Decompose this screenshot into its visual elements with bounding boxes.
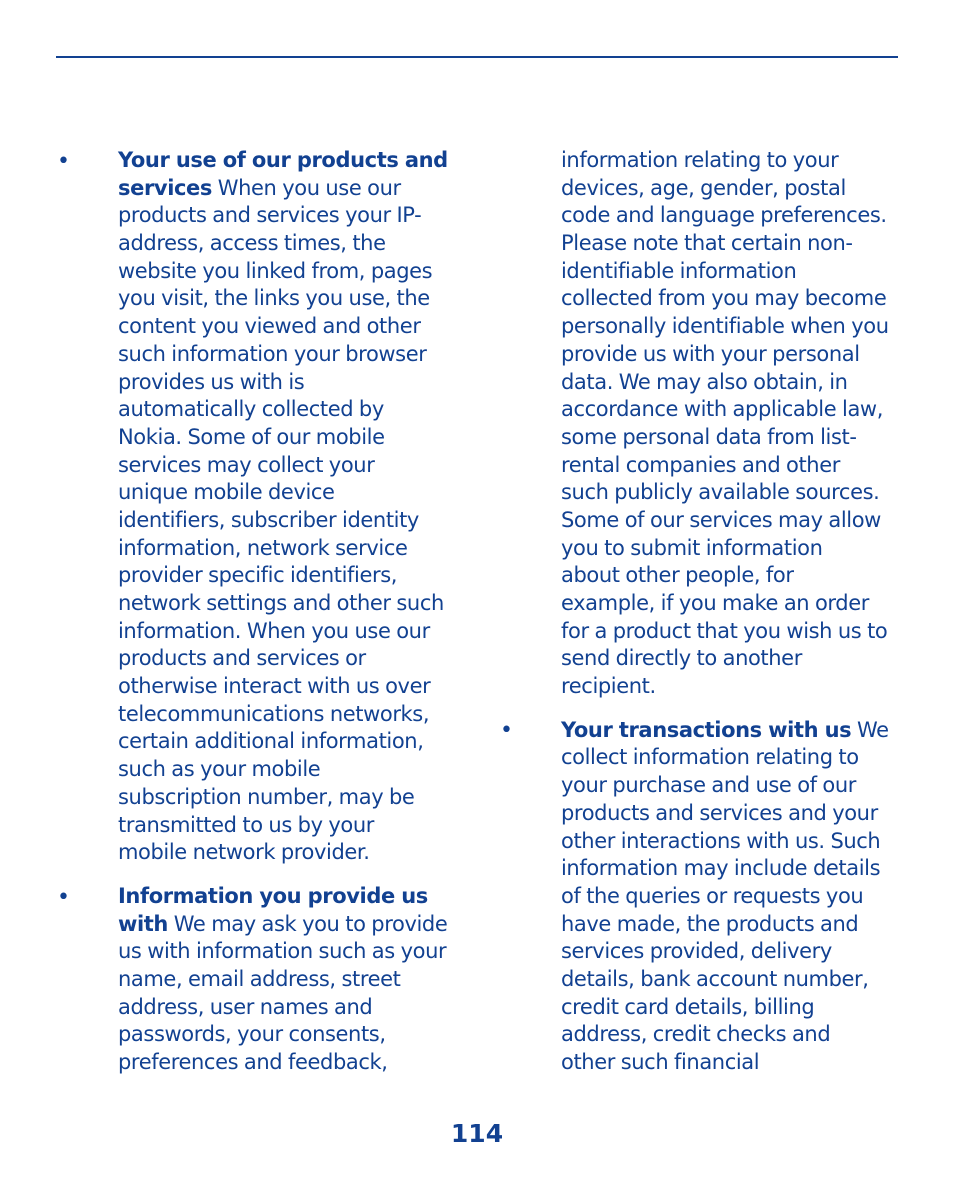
body-text: products and services or [118,646,366,671]
body-text: provide us with your personal [561,341,860,366]
text-line [118,645,463,673]
body-text: telecommunications networks, [118,701,430,726]
bullet-transactions: • [500,718,513,743]
paragraph-spacer [118,867,463,883]
body-text: identifiable information [561,258,797,283]
text-line [561,744,906,772]
text-line [118,728,463,756]
body-text: details, bank account number, [561,966,869,991]
text-line [118,756,463,784]
body-text: website you linked from, pages [118,258,433,283]
text-line [118,313,463,341]
bold-heading-text: Information you provide us [118,883,428,908]
body-text: information relating to your [561,148,839,172]
text-line [561,285,906,313]
text-line [561,855,906,883]
body-text: data. We may also obtain, in [561,369,848,394]
body-text: have made, the products and [561,911,859,936]
body-text: us with information such as your [118,939,447,964]
body-text: name, email address, street [118,966,401,991]
text-line [118,701,463,729]
body-text: content you viewed and other [118,314,421,339]
text-line [561,258,906,286]
body-text: you visit, the links you use, the [118,286,430,311]
text-line [561,369,906,397]
body-text: some personal data from list- [561,424,857,449]
body-text: rental companies and other [561,452,840,477]
text-line [118,285,463,313]
body-text: for a product that you wish us to [561,618,888,643]
body-text: recipient. [561,674,656,699]
body-text: credit card details, billing [561,994,815,1019]
text-line [118,673,463,701]
text-line [561,341,906,369]
text-line [118,507,463,535]
body-text: identifiers, subscriber identity [118,507,419,532]
body-text: automatically collected by [118,397,384,422]
text-line [118,369,463,397]
body-text: collect information relating to [561,745,859,770]
body-text: such as your mobile [118,757,321,782]
text-line [118,812,463,840]
text-line [118,230,463,258]
text-line [561,313,906,341]
text-line [561,673,906,701]
body-text: Please note that certain non- [561,231,853,256]
text-line [118,175,463,203]
right-column [561,147,906,1077]
body-text: other interactions with us. Such [561,828,881,853]
text-line [118,147,463,175]
text-line [118,1049,463,1077]
text-line [561,618,906,646]
text-line [561,507,906,535]
text-line [561,590,906,618]
bold-heading-text: with [118,911,168,936]
body-text: products and services your IP- [118,203,422,228]
text-line [118,911,463,939]
text-line [118,590,463,618]
text-line [561,883,906,911]
body-text: devices, age, gender, postal [561,175,846,200]
paragraph-transactions [561,717,906,1077]
text-line [561,230,906,258]
text-line [118,479,463,507]
body-text: personally identifiable when you [561,314,889,339]
text-line [561,966,906,994]
bold-heading-text: services [118,175,212,200]
text-line [118,341,463,369]
text-line [561,994,906,1022]
body-text: accordance with applicable law, [561,397,883,422]
body-text: We may ask you to provide [168,911,448,936]
text-line [118,938,463,966]
text-line [561,147,906,175]
text-line [118,258,463,286]
body-text: collected from you may become [561,286,887,311]
page-number: 114 [450,1119,504,1148]
text-line [118,1021,463,1049]
text-line [118,618,463,646]
body-text: unique mobile device [118,480,335,505]
body-text: example, if you make an order [561,591,869,615]
body-text: provides us with is [118,369,305,394]
text-line [561,1049,906,1077]
paragraph-use-of-products [118,147,463,867]
header-rule [56,56,898,58]
body-text: products and services and your [561,800,878,825]
body-text: Some of our services may allow [561,507,881,532]
body-text: other such financial [561,1050,760,1074]
body-text: preferences and feedback, [118,1050,388,1074]
text-line [561,424,906,452]
body-text: code and language preferences. [561,203,887,228]
body-text: When you use our [211,175,401,200]
text-line [561,479,906,507]
body-text: send directly to another [561,646,802,671]
paragraph-spacer [561,701,906,717]
body-text: you to submit information [561,535,823,560]
body-text: information. When you use our [118,618,430,643]
text-line [118,784,463,812]
body-text: passwords, your consents, [118,1022,386,1047]
body-text: subscription number, may be [118,784,415,809]
body-text: about other people, for [561,563,794,588]
text-line [118,535,463,563]
text-line [118,994,463,1022]
text-line [561,452,906,480]
text-line [561,396,906,424]
body-text: Nokia. Some of our mobile [118,424,385,449]
body-text: information may include details [561,856,881,881]
text-line [118,202,463,230]
body-text: transmitted to us by your [118,812,375,837]
text-line [118,424,463,452]
body-text: of the queries or requests you [561,883,864,908]
text-line [561,717,906,745]
text-line [118,839,463,867]
body-text: services may collect your [118,452,375,477]
left-column [118,147,463,1077]
text-line [561,202,906,230]
text-line [561,645,906,673]
body-text: otherwise interact with us over [118,674,431,699]
text-line [561,938,906,966]
text-line [118,452,463,480]
bullet-use-of-products: • [57,149,70,174]
body-text: mobile network provider. [118,840,370,865]
text-line [561,175,906,203]
bold-heading-text: Your transactions with us [561,717,852,742]
body-text: We [851,717,889,742]
text-line [561,562,906,590]
text-line [561,535,906,563]
body-text: your purchase and use of our [561,773,857,798]
body-text: network settings and other such [118,591,444,615]
paragraph-information-continued [561,147,906,701]
body-text: information, network service [118,535,408,560]
text-line [118,562,463,590]
text-line [561,828,906,856]
text-line [561,800,906,828]
text-line [561,911,906,939]
text-line [561,1021,906,1049]
body-text: address, access times, the [118,231,386,256]
bullet-information-you-provide: • [57,885,70,910]
body-text: certain additional information, [118,729,424,754]
text-line [118,966,463,994]
paragraph-information-you-provide [118,883,463,1077]
bold-heading-text: Your use of our products and [118,148,448,172]
text-line [118,396,463,424]
text-line [118,883,463,911]
body-text: services provided, delivery [561,939,832,964]
text-line [561,772,906,800]
body-text: provider specific identifiers, [118,563,398,588]
body-text: such publicly available sources. [561,480,880,505]
body-text: such information your browser [118,341,427,366]
body-text: address, user names and [118,994,373,1019]
body-text: address, credit checks and [561,1022,831,1047]
